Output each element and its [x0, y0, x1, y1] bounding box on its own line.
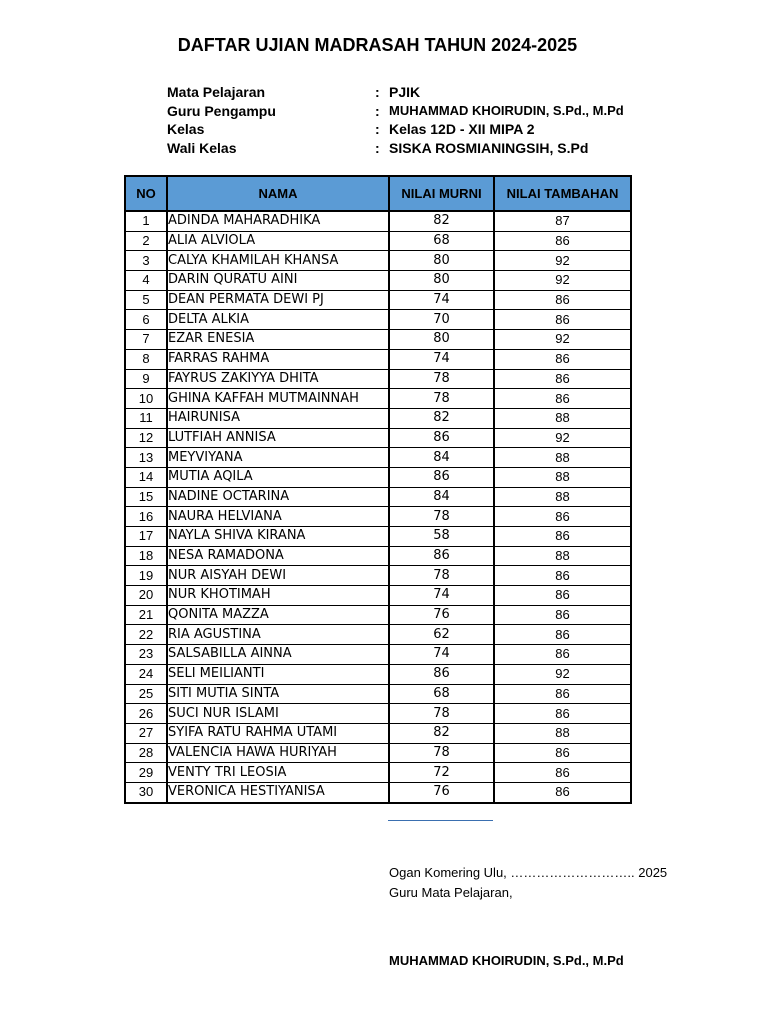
cell-nilai-tambahan: 92: [494, 428, 631, 448]
cell-nama: DARIN QURATU AINI: [167, 271, 389, 291]
cell-nilai-murni: 86: [389, 664, 494, 684]
cell-no: 14: [125, 467, 167, 487]
cell-nilai-tambahan: 86: [494, 231, 631, 251]
table-row: [125, 507, 631, 527]
cell-nilai-murni: 74: [389, 349, 494, 369]
cell-no: 25: [125, 684, 167, 704]
cell-nilai-murni: 84: [389, 487, 494, 507]
table-row: [125, 527, 631, 547]
table-row: [125, 310, 631, 330]
cell-no: 30: [125, 782, 167, 802]
cell-nilai-murni: 84: [389, 448, 494, 468]
table-row: [125, 704, 631, 724]
cell-nilai-tambahan: 86: [494, 507, 631, 527]
cell-nama: GHINA KAFFAH MUTMAINNAH: [167, 389, 389, 409]
cell-nilai-tambahan: 88: [494, 448, 631, 468]
cell-nilai-tambahan: 88: [494, 487, 631, 507]
cell-nilai-murni: 80: [389, 271, 494, 291]
cell-no: 18: [125, 546, 167, 566]
cell-nilai-tambahan: 86: [494, 645, 631, 665]
cell-nilai-murni: 62: [389, 625, 494, 645]
document-title: DAFTAR UJIAN MADRASAH TAHUN 2024-2025: [177, 35, 578, 55]
cell-no: 2: [125, 231, 167, 251]
cell-nama: ADINDA MAHARADHIKA: [167, 211, 389, 231]
info-row-homeroom: [167, 139, 687, 158]
cell-nilai-murni: 78: [389, 566, 494, 586]
cell-nilai-tambahan: 88: [494, 723, 631, 743]
cell-nama: DEAN PERMATA DEWI PJ: [167, 290, 389, 310]
cell-nilai-tambahan: 86: [494, 290, 631, 310]
cell-nama: SALSABILLA AINNA: [167, 645, 389, 665]
table-row: [125, 369, 631, 389]
cell-nilai-tambahan: 88: [494, 546, 631, 566]
cell-nama: SITI MUTIA SINTA: [167, 684, 389, 704]
cell-no: 20: [125, 586, 167, 606]
cell-nilai-murni: 72: [389, 763, 494, 783]
table-row: [125, 290, 631, 310]
cell-no: 29: [125, 763, 167, 783]
cell-nilai-tambahan: 86: [494, 527, 631, 547]
table-body: [125, 211, 631, 803]
cell-nama: SYIFA RATU RAHMA UTAMI: [167, 723, 389, 743]
cell-nilai-murni: 68: [389, 231, 494, 251]
signature-role: Guru Mata Pelajaran,: [389, 885, 513, 900]
header-nilai-murni: NILAI MURNI: [389, 176, 494, 211]
cell-nama: MUTIA AQILA: [167, 467, 389, 487]
cell-nilai-murni: 82: [389, 408, 494, 428]
cell-nilai-tambahan: 86: [494, 369, 631, 389]
cell-nilai-tambahan: 86: [494, 389, 631, 409]
cell-nilai-tambahan: 86: [494, 566, 631, 586]
cell-nilai-tambahan: 87: [494, 211, 631, 231]
table-row: [125, 782, 631, 802]
cell-no: 22: [125, 625, 167, 645]
info-value: PJIK: [389, 84, 421, 100]
table-row: [125, 330, 631, 350]
table-row: [125, 211, 631, 231]
place-date: Ogan Komering Ulu, ……………………….. 2025: [389, 865, 668, 880]
cell-no: 9: [125, 369, 167, 389]
cell-nilai-murni: 76: [389, 605, 494, 625]
table-row: [125, 487, 631, 507]
cell-no: 3: [125, 251, 167, 271]
cell-nilai-tambahan: 86: [494, 310, 631, 330]
cell-nilai-tambahan: 86: [494, 605, 631, 625]
header-nilai-tambahan: NILAI TAMBAHAN: [494, 176, 631, 211]
cell-no: 8: [125, 349, 167, 369]
cell-no: 21: [125, 605, 167, 625]
header-nama: NAMA: [167, 176, 389, 211]
cell-no: 16: [125, 507, 167, 527]
cell-no: 26: [125, 704, 167, 724]
cell-nilai-tambahan: 86: [494, 704, 631, 724]
info-label: Wali Kelas: [167, 140, 237, 157]
info-value: Kelas 12D - XII MIPA 2: [389, 121, 535, 138]
table-row: [125, 271, 631, 291]
cell-nilai-murni: 76: [389, 782, 494, 802]
cell-nama: NESA RAMADONA: [167, 546, 389, 566]
info-block: [167, 83, 687, 158]
cell-no: 5: [125, 290, 167, 310]
cell-nama: FAYRUS ZAKIYYA DHITA: [167, 369, 389, 389]
table-row: [125, 763, 631, 783]
cell-nilai-tambahan: 88: [494, 408, 631, 428]
info-colon: :: [375, 84, 380, 100]
cell-no: 24: [125, 664, 167, 684]
info-colon: :: [375, 102, 380, 119]
cell-nilai-tambahan: 86: [494, 349, 631, 369]
cell-nilai-murni: 74: [389, 645, 494, 665]
cell-no: 28: [125, 743, 167, 763]
cell-nama: CALYA KHAMILAH KHANSA: [167, 251, 389, 271]
cell-nama: NUR KHOTIMAH: [167, 586, 389, 606]
cell-nama: MEYVIYANA: [167, 448, 389, 468]
cell-nilai-murni: 58: [389, 527, 494, 547]
cell-no: 11: [125, 408, 167, 428]
table-row: [125, 467, 631, 487]
table-row: [125, 428, 631, 448]
cell-no: 12: [125, 428, 167, 448]
cell-nama: NAURA HELVIANA: [167, 507, 389, 527]
cell-nilai-tambahan: 92: [494, 251, 631, 271]
cell-no: 23: [125, 645, 167, 665]
cell-nama: RIA AGUSTINA: [167, 625, 389, 645]
cell-nilai-murni: 82: [389, 211, 494, 231]
cell-no: 17: [125, 527, 167, 547]
cell-nilai-murni: 86: [389, 546, 494, 566]
grades-table: [124, 175, 632, 804]
cell-no: 19: [125, 566, 167, 586]
cell-nilai-tambahan: 86: [494, 763, 631, 783]
cell-nilai-murni: 78: [389, 704, 494, 724]
info-value: SISKA ROSMIANINGSIH, S.Pd: [389, 140, 589, 157]
cell-nilai-tambahan: 86: [494, 586, 631, 606]
cell-no: 13: [125, 448, 167, 468]
cell-nilai-murni: 80: [389, 330, 494, 350]
cell-no: 6: [125, 310, 167, 330]
cell-nilai-murni: 68: [389, 684, 494, 704]
cell-nilai-murni: 86: [389, 467, 494, 487]
cell-nilai-murni: 78: [389, 389, 494, 409]
info-colon: :: [375, 121, 380, 138]
cell-nilai-tambahan: 86: [494, 625, 631, 645]
info-colon: :: [375, 140, 380, 157]
cell-nilai-tambahan: 86: [494, 782, 631, 802]
info-label: Kelas: [167, 121, 205, 138]
cell-nilai-tambahan: 86: [494, 684, 631, 704]
cell-nilai-murni: 80: [389, 251, 494, 271]
info-label: Guru Pengampu: [167, 102, 276, 119]
table-row: [125, 408, 631, 428]
table-row: [125, 743, 631, 763]
cell-nama: SELI MEILIANTI: [167, 664, 389, 684]
cell-nilai-murni: 70: [389, 310, 494, 330]
cell-nama: NADINE OCTARINA: [167, 487, 389, 507]
table-row: [125, 586, 631, 606]
cell-nilai-tambahan: 92: [494, 664, 631, 684]
signature-block: [389, 863, 667, 903]
table-header-row: [125, 176, 631, 211]
cell-nama: LUTFIAH ANNISA: [167, 428, 389, 448]
cell-nilai-tambahan: 92: [494, 330, 631, 350]
cell-nama: FARRAS RAHMA: [167, 349, 389, 369]
cell-nilai-murni: 78: [389, 743, 494, 763]
cell-no: 4: [125, 271, 167, 291]
table-row: [125, 605, 631, 625]
table-row: [125, 625, 631, 645]
cell-nilai-murni: 78: [389, 507, 494, 527]
cell-no: 7: [125, 330, 167, 350]
signature-name: MUHAMMAD KHOIRUDIN, S.Pd., M.Pd: [389, 953, 624, 968]
table-row: [125, 349, 631, 369]
table-row: [125, 389, 631, 409]
table-row: [125, 566, 631, 586]
underline-mark: [388, 820, 493, 821]
info-label: Mata Pelajaran: [167, 84, 266, 100]
cell-nama: EZAR ENESIA: [167, 330, 389, 350]
cell-nilai-murni: 78: [389, 369, 494, 389]
cell-nilai-tambahan: 86: [494, 743, 631, 763]
cell-nama: ALIA ALVIOLA: [167, 231, 389, 251]
cell-nama: VENTY TRI LEOSIA: [167, 763, 389, 783]
cell-nilai-murni: 74: [389, 290, 494, 310]
info-row-teacher: [167, 102, 687, 121]
cell-nama: NUR AISYAH DEWI: [167, 566, 389, 586]
cell-nama: NAYLA SHIVA KIRANA: [167, 527, 389, 547]
cell-no: 1: [125, 211, 167, 231]
cell-no: 10: [125, 389, 167, 409]
info-row-subject: [167, 83, 687, 102]
cell-nilai-murni: 74: [389, 586, 494, 606]
cell-nama: QONITA MAZZA: [167, 605, 389, 625]
table-row: [125, 645, 631, 665]
header-no: NO: [125, 176, 167, 211]
table-row: [125, 251, 631, 271]
cell-nama: SUCI NUR ISLAMI: [167, 704, 389, 724]
cell-nama: VERONICA HESTIYANISA: [167, 782, 389, 802]
cell-nama: VALENCIA HAWA HURIYAH: [167, 743, 389, 763]
table-row: [125, 546, 631, 566]
cell-nama: DELTA ALKIA: [167, 310, 389, 330]
table-row: [125, 231, 631, 251]
cell-nilai-murni: 86: [389, 428, 494, 448]
table-row: [125, 723, 631, 743]
cell-nilai-murni: 82: [389, 723, 494, 743]
table-row: [125, 664, 631, 684]
cell-no: 15: [125, 487, 167, 507]
info-row-class: [167, 120, 687, 139]
table-row: [125, 684, 631, 704]
table-row: [125, 448, 631, 468]
cell-nama: HAIRUNISA: [167, 408, 389, 428]
cell-nilai-tambahan: 88: [494, 467, 631, 487]
info-value: MUHAMMAD KHOIRUDIN, S.Pd., M.Pd: [389, 102, 624, 118]
cell-no: 27: [125, 723, 167, 743]
cell-nilai-tambahan: 92: [494, 271, 631, 291]
